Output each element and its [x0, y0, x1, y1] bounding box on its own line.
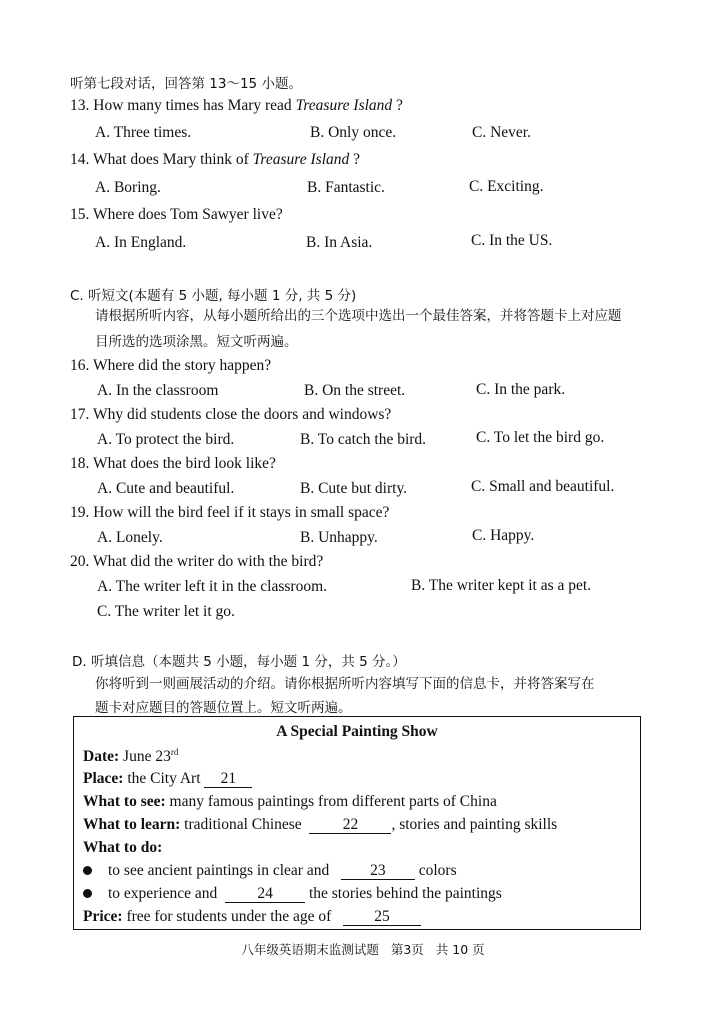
info-card [73, 716, 641, 930]
question-14-option-a: A. Boring. [95, 179, 161, 196]
question-18-stem: 18. What does the bird look like? [70, 455, 276, 472]
answer-blank-25[interactable]: 25 [343, 909, 421, 926]
question-17-option-b: B. To catch the bird. [300, 431, 427, 448]
question-15-option-c: C. In the US. [471, 232, 553, 249]
answer-blank-23[interactable]: 23 [341, 863, 415, 880]
answer-blank-21[interactable]: 21 [204, 771, 252, 788]
question-16-option-c: C. In the park. [476, 381, 566, 398]
section-c-instruction-line1: 请根据所听内容，从每小题所给出的三个选项中选出一个最佳答案，并将答题卡上对应题 [95, 308, 622, 324]
question-18-option-c: C. Small and beautiful. [471, 478, 615, 495]
question-14-option-b: B. Fantastic. [307, 179, 385, 196]
question-18-option-b: B. Cute but dirty. [300, 480, 408, 497]
question-14-option-c: C. Exciting. [469, 178, 544, 195]
question-16-stem: 16. Where did the story happen? [70, 357, 272, 374]
card-row-see: What to see: many famous paintings from different parts of China [83, 793, 497, 810]
question-20-stem: 20. What did the writer do with the bird? [70, 553, 324, 570]
question-19-option-b: B. Unhappy. [300, 529, 378, 546]
card-row-learn: What to learn: traditional Chinese 22 , stories and painting skills [83, 816, 558, 833]
section-d-instruction-line2: 题卡对应题目的答题位置上。短文听两遍。 [95, 700, 352, 716]
bullet-icon [83, 889, 92, 898]
question-13-option-c: C. Never. [472, 124, 531, 141]
question-16-option-a: A. In the classroom [97, 382, 219, 399]
question-19-stem: 19. How will the bird feel if it stays in small space? [70, 504, 390, 521]
card-row-do: What to do: [83, 839, 163, 856]
question-14-stem: 14. What does Mary think of Treasure Island ? [70, 151, 361, 168]
footer-total-pages: 共 10 页 [435, 942, 485, 957]
question-18-option-a: A. Cute and beautiful. [97, 480, 235, 497]
question-17-option-a: A. To protect the bird. [97, 431, 235, 448]
section-d-instruction-line1: 你将听到一则画展活动的介绍。请你根据所听内容填写下面的信息卡，并将答案写在 [95, 676, 595, 692]
card-row-date: Date: June 23rd [83, 747, 179, 766]
card-row-do-item1: to see ancient paintings in clear and 23 colors [83, 862, 457, 880]
question-15-option-a: A. In England. [95, 234, 187, 251]
footer-page-number: 第3页 [390, 942, 424, 957]
answer-blank-22[interactable]: 22 [309, 817, 391, 834]
bullet-icon [83, 866, 92, 875]
question-19-option-a: A. Lonely. [97, 529, 163, 546]
question-19-option-c: C. Happy. [472, 527, 535, 544]
card-row-place: Place: the City Art 21 [83, 770, 252, 788]
question-17-option-c: C. To let the bird go. [476, 429, 605, 446]
section-d-heading: D. 听填信息（本题共 5 小题，每小题 1 分，共 5 分。） [72, 654, 406, 670]
section7-instruction: 听第七段对话，回答第 13～15 小题。 [70, 76, 302, 92]
card-title: A Special Painting Show [276, 723, 438, 740]
question-20-option-c: C. The writer let it go. [97, 603, 235, 620]
footer-title: 八年级英语期末监测试题 [241, 942, 379, 957]
answer-blank-24[interactable]: 24 [225, 886, 305, 903]
question-15-stem: 15. Where does Tom Sawyer live? [70, 206, 283, 223]
question-15-option-b: B. In Asia. [306, 234, 373, 251]
page-footer [0, 940, 726, 958]
question-13-stem: 13. How many times has Mary read Treasure Island ? [70, 97, 403, 114]
section-c-instruction-line2: 目所选的选项涂黑。短文听两遍。 [95, 334, 298, 350]
question-17-stem: 17. Why did students close the doors and windows? [70, 406, 392, 423]
section-c-heading: C. 听短文(本题有 5 小题, 每小题 1 分, 共 5 分) [70, 288, 357, 304]
question-13-option-b: B. Only once. [310, 124, 397, 141]
card-row-do-item2: to experience and 24 the stories behind the paintings [83, 885, 502, 903]
question-16-option-b: B. On the street. [304, 382, 406, 399]
question-13-option-a: A. Three times. [95, 124, 192, 141]
question-20-option-a: A. The writer left it in the classroom. [97, 578, 328, 595]
question-20-option-b: B. The writer kept it as a pet. [411, 577, 592, 594]
card-row-price: Price: free for students under the age of 25 [83, 908, 421, 926]
